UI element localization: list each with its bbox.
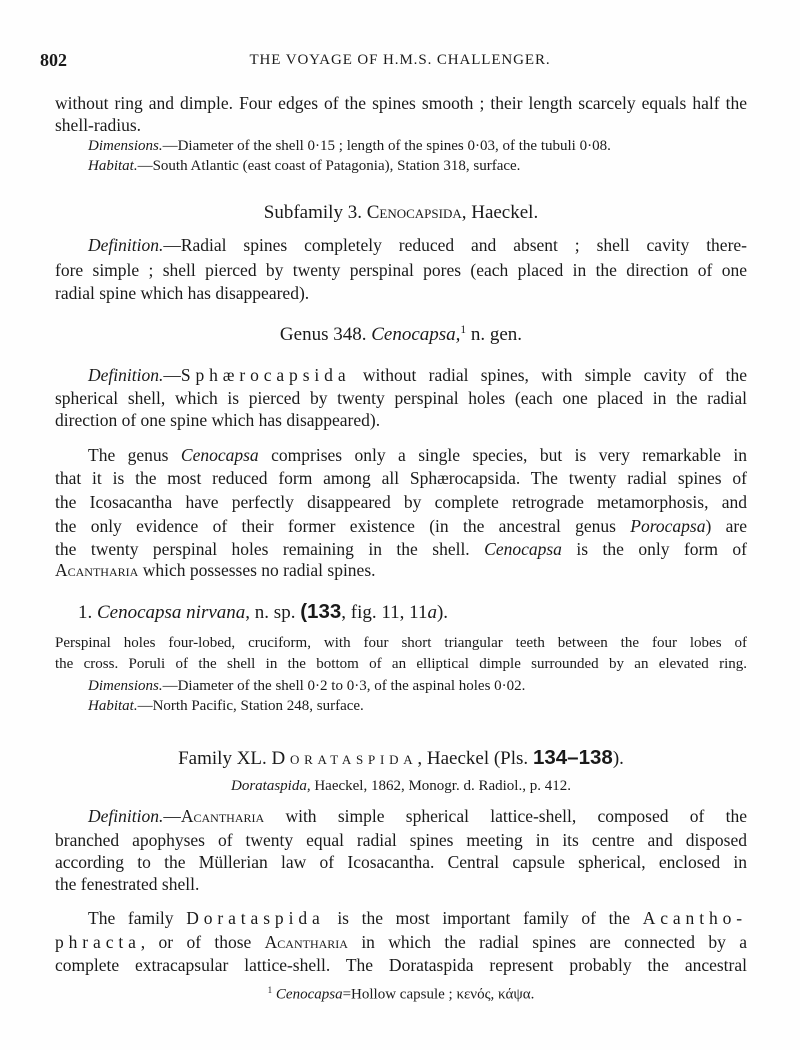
text-segment: =Hollow capsule ; κενός, κάψα. [342,986,535,1003]
dimensions-line [55,135,747,157]
text-segment: Dimensions. [88,678,163,694]
text-segment: — [163,365,181,385]
text-segment: Acantharia [55,560,139,580]
text-segment: shell-radius. [55,115,142,135]
body-line [55,538,747,560]
text-segment: Cenocapsa [180,445,259,465]
text-segment: according to the Müllerian law of Icosacantha. Central capsule spherical, enclosed in [55,852,747,872]
text-segment: Acantho- [642,908,747,928]
text-segment: Cenocapsa, [371,323,461,345]
definition-line [55,364,747,386]
species-description-line [55,632,747,654]
body-line [55,387,747,409]
text-segment: which possesses no radial spines. [138,560,376,580]
text-segment: Cenocapsa nirvana [97,602,246,623]
text-segment: a [427,602,437,623]
text-segment: the cross. Poruli of the shell in the bottom of an elliptical dimple surrounded by an elevated ring. [55,656,747,672]
dimensions-line [55,675,747,697]
text-segment: Family XL. [178,748,272,769]
text-segment: radial spine which has disappeared). [55,283,310,303]
text-segment: —North Pacific, Station 248, surface. [137,698,364,714]
footnote-marker: 1 [460,324,467,336]
text-segment: Definition. [88,365,164,385]
text-segment: Habitat. [88,158,138,174]
text-segment: the fenestrated shell. [55,874,200,894]
text-segment: that it is the most reduced form among all Sphærocapsida. The twenty radial spines of [55,468,747,488]
text-segment: is the most important family of the [324,908,643,928]
text-segment: 1. [78,602,97,623]
text-segment: (133 [300,600,342,623]
species-description-line [55,653,747,675]
text-segment: —Diameter of the shell 0·2 to 0·3, of the aspinal holes 0·02. [162,678,526,694]
text-segment: phracta [55,932,141,952]
text-segment: Dorataspida [231,778,307,794]
text-segment: Sphærocapsida [180,365,351,385]
body-line [55,114,747,136]
family-heading [55,747,747,770]
text-segment: Cenocapsida [366,202,462,223]
body-line [55,931,747,953]
text-segment: the only evidence of their former existence (in the ancestral genus [55,516,631,536]
text-segment: n. gen. [466,323,523,345]
text-segment: The family [88,908,187,928]
body-line [55,873,747,895]
body-line [55,259,747,281]
text-segment: , or of those [140,932,265,952]
text-segment: is the only form of [561,539,747,559]
text-segment: Cenocapsa [275,986,343,1003]
text-segment: The genus [88,445,181,465]
family-synonym [55,775,747,797]
body-line [55,829,747,851]
text-segment: without ring and dimple. Four edges of the spines smooth ; their length scarcely equals half the [55,93,747,113]
text-segment: Dorataspida [186,908,325,928]
body-line [55,467,747,489]
text-segment: the Icosacantha have perfectly disappeared by complete retrograde metamorphosis, and [55,492,747,512]
text-segment: direction of one spine which has disappeared). [55,410,381,430]
text-segment: Definition. [88,806,164,826]
text-segment: fore simple ; shell pierced by twenty perspinal pores (each placed in the direction of one [55,260,747,280]
body-line [55,409,747,431]
text-segment: with simple spherical lattice-shell, composed of the [264,806,747,826]
definition-line [55,234,747,256]
text-segment: Perspinal holes four-lobed, cruciform, with four short triangular teeth between the four lobes of [55,635,747,651]
text-segment: Acantharia [264,932,348,952]
text-segment: , Haeckel (Pls. [417,748,533,769]
body-line [55,444,747,466]
text-segment: Habitat. [88,698,138,714]
genus-heading [55,319,747,346]
text-segment: Dorataspida [271,748,418,769]
text-segment: Cenocapsa [484,539,562,559]
body-line [55,559,747,581]
text-segment: comprises only a single species, but is very remarkable in [258,445,747,465]
body-line [55,515,747,537]
text-segment: —South Atlantic (east coast of Patagonia), Station 318, surface. [137,158,521,174]
body-line [55,491,747,513]
body-line [55,282,747,304]
page-number: 802 [40,50,67,70]
subfamily-heading [55,202,747,224]
text-segment: , fig. 11, 11 [341,602,428,623]
text-segment: ). [436,602,449,623]
text-segment: Subfamily 3. [263,202,367,223]
definition-line [55,805,747,827]
text-segment: complete extracapsular lattice-shell. The Dorataspida represent probably the ancestral [55,955,747,975]
text-segment: ) are [705,516,747,536]
footnote-marker: 1 [267,985,273,995]
text-segment: Porocapsa [630,516,706,536]
body-line [55,851,747,873]
text-segment: branched apophyses of twenty equal radial spines meeting in its centre and disposed [55,830,747,850]
text-segment: Definition. [88,235,164,255]
text-segment: without radial spines, with simple cavity of the [350,365,747,385]
text-segment: ). [612,748,624,769]
text-segment: 134–138 [532,746,613,769]
text-segment: Acantharia [180,806,265,826]
text-segment: , Haeckel. [461,202,539,223]
text-segment: Dimensions. [88,138,163,154]
habitat-line [55,695,747,717]
body-line [55,907,747,929]
text-segment: the twenty perspinal holes remaining in the shell. [55,539,485,559]
text-segment: spherical shell, which is pierced by twenty perspinal holes (each one placed in the radial [55,388,747,408]
text-segment: —Radial spines completely reduced and absent ; shell cavity there- [163,235,747,255]
body-line [55,954,747,976]
running-title: THE VOYAGE OF H.M.S. CHALLENGER. [249,52,551,68]
habitat-line [55,155,747,177]
body-line [55,92,747,114]
text-segment: —Diameter of the shell 0·15 ; length of the spines 0·03, of the tubuli 0·08. [162,138,611,154]
species-heading [55,601,747,624]
footnote [55,979,747,1005]
text-segment: Genus 348. [279,323,372,345]
text-segment: , Haeckel, 1862, Monogr. d. Radiol., p. 412. [306,778,571,794]
text-segment: — [163,806,181,826]
text-segment: in which the radial spines are connected by a [347,932,747,952]
text-segment: , n. sp. [245,602,301,623]
